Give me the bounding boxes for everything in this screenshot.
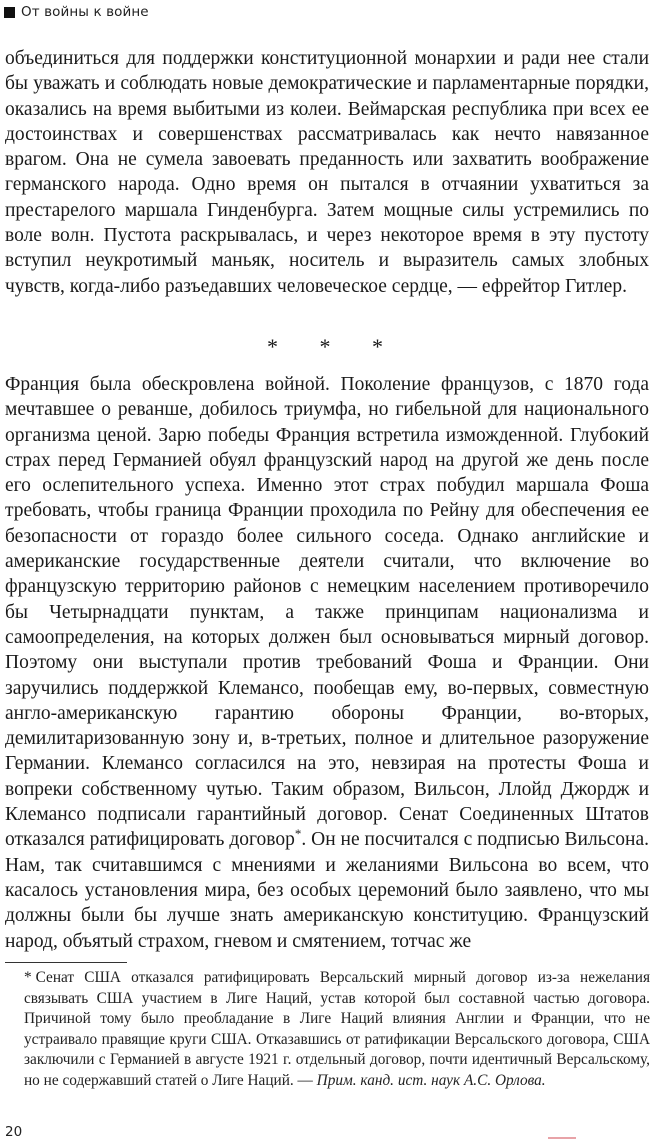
- footnote: [24, 968, 650, 1092]
- footnote-divider: [5, 962, 127, 963]
- footnote-attribution: Прим. канд. ист. наук А.С. Орлова.: [316, 1071, 546, 1089]
- paragraph-2-text: [5, 372, 649, 954]
- header-square-icon: [4, 7, 15, 18]
- running-head: [4, 2, 149, 22]
- footnote-reference[interactable]: *: [294, 826, 302, 842]
- section-separator: * * *: [267, 334, 401, 359]
- paragraph-2: [5, 372, 649, 954]
- page-number: 20: [5, 1124, 23, 1140]
- footnote-text: Сенат США отказался ратифицировать Версальский мирный договор из-за нежелания связывать США участием в Лиге Наций, устав которой был составной частью договора. Причиной тому было преобладание в Лиге Наций влияния Англии и Франции, что не устраивало правящие круги США. Отказавшись от ратификации Версальского договора, США заключили с Германией в августе 1921 г. отдельный договор, почти идентичный Версальскому, но не содержавший статей о Лиге Наций. —: [24, 969, 650, 1089]
- footnote-marker: *: [24, 969, 32, 986]
- paragraph-1: [5, 46, 649, 299]
- paragraph-2-after-note: . Он не посчитался с подписью Вильсона. Нам, так считавшимся с мнениями и желаниями Вильсона во всем, что касалось установления мира, без особых церемоний было заявлено, что мы должны были бы лучше знать американскую конституцию. Французский народ, объятый страхом, гневом и смятением, тотчас же: [5, 829, 649, 952]
- paragraph-1-text: объединиться для поддержки конституционной монархии и ради нее стали бы уважать и соблюдать новые демократические и парламентарные порядки, оказались на время выбитыми из колеи. Веймарская республика при всех ее достоинствах и совершенствах рассматривалась как нечто навязанное врагом. Она не сумела завоевать преданность или захватить воображение германского народа. Одно время он пытался в отчаянии ухватиться за престарелого маршала Гинденбурга. Затем мощные силы устремились по воле волн. Пустота раскрывалась, и через некоторое время в эту пустоту вступил неукротимый маньяк, носитель и выразитель самых злобных чувств, когда-либо разъедавших человеческое сердце, — ефрейтор Гитлер.: [5, 48, 649, 297]
- page-edge-mark: [548, 1137, 576, 1139]
- paragraph-2-before-note: Франция была обескровлена войной. Поколение французов, с 1870 года мечтавшее о реванше, добилось триумфа, но гибельной для национального организма ценой. Зарю победы Франция встретила изможденной. Глубокий страх перед Германией обуял французский народ на другой же день после его ослепительного успеха. Именно этот страх побудил маршала Фоша требовать, чтобы граница Франции проходила по Рейну для обеспечения ее безопасности от гораздо более сильного соседа. Однако английские и американские государственные деятели считали, что включение во французскую территорию районов с немецким населением противоречило бы Четырнадцати пунктам, а также принципам национализма и самоопределения, на которых должен был основываться мирный договор. Поэтому они выступали против требований Фоша и Франции. Они заручились поддержкой Клемансо, пообещав ему, во-первых, совместную англо-американскую гарантию обороны Франции, во-вторых, демилитаризованную зону и, в-третьих, полное и длительное разоружение Германии. Клемансо согласился на это, невзирая на протесты Фоша и вопреки собственному чутью. Таким образом, Вильсон, Ллойд Джордж и Клемансо подписали гарантийный договор. Сенат Соединенных Штатов отказался ратифицировать договор: [5, 374, 649, 851]
- running-title: От войны к войне: [21, 4, 149, 20]
